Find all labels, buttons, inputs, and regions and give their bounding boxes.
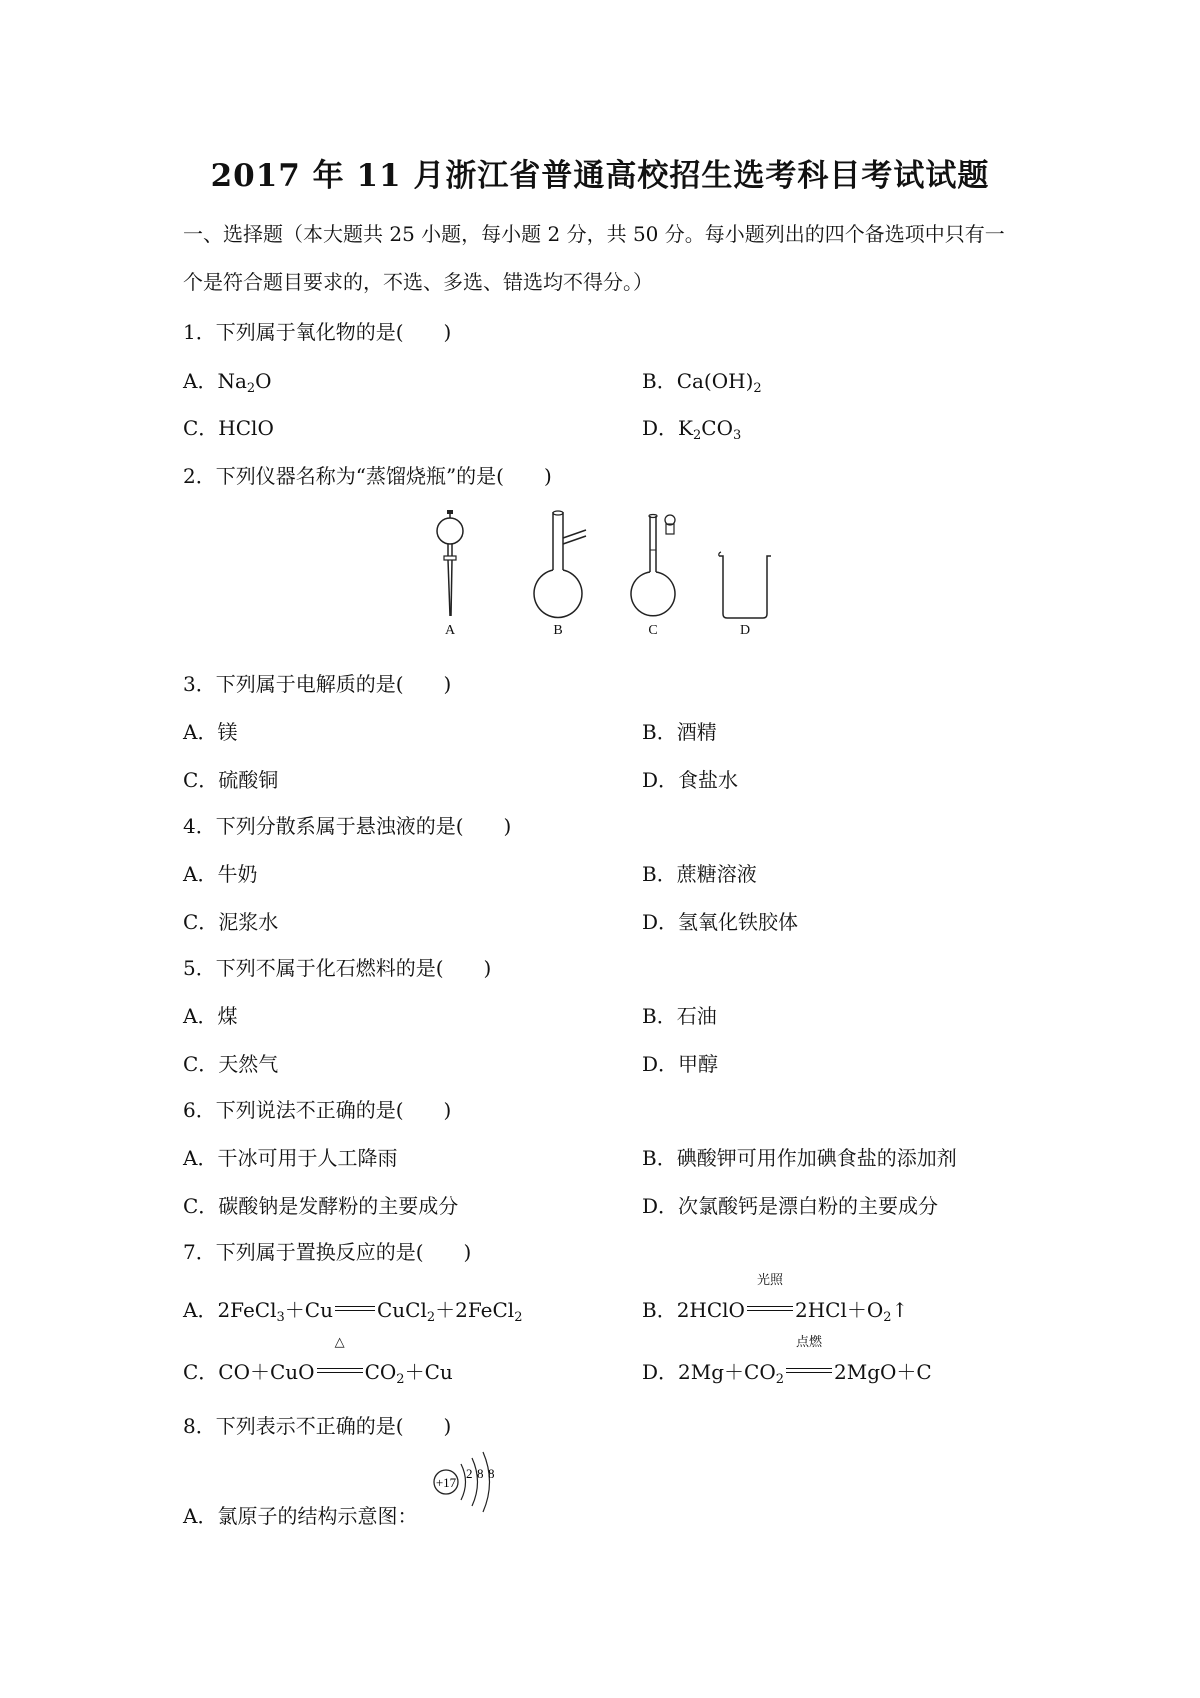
question-3-stem: 3．下列属于电解质的是( ) [183, 672, 452, 696]
beaker-drawing [715, 510, 775, 624]
q5-option-c: C．天然气 [183, 1052, 279, 1076]
q4-option-c: C．泥浆水 [183, 910, 279, 934]
apparatus-figure [0, 510, 1200, 645]
apparatus-label-c: C [648, 623, 658, 638]
chlorine-atom-structure-diagram [420, 1450, 510, 1520]
q4-option-b: B．蔗糖溶液 [642, 862, 757, 886]
q6-option-b: B．碘酸钾可用作加碘食盐的添加剂 [642, 1146, 957, 1170]
q4-option-a: A．牛奶 [183, 862, 258, 886]
section-intro-line-2: 个是符合题目要求的，不选、多选、错选均不得分。） [183, 270, 653, 294]
q5-option-a: A．煤 [183, 1004, 238, 1028]
question-8-stem: 8．下列表示不正确的是( ) [183, 1414, 452, 1438]
q7-option-a: A．2FeCl$_3$＋Cu CuCl$_2$＋2FeCl$_2$ [183, 1298, 523, 1325]
question-7-stem: 7．下列属于置换反应的是( ) [183, 1240, 472, 1264]
atom-shell-2-count: 8 [477, 1466, 484, 1481]
atom-shell-3-count: 8 [488, 1466, 495, 1481]
q5-option-d: D．甲醇 [642, 1052, 719, 1076]
q1-option-b: B．$Ca(OH)_2$ [642, 369, 762, 396]
q7-option-c: C．CO＋CuO △ $CO_2+Cu$ [183, 1335, 453, 1387]
question-1-stem: 1．下列属于氧化物的是( ) [183, 320, 452, 344]
apparatus-label-b: B [553, 623, 563, 638]
q1-option-a: A．$Na_2O$ [183, 369, 272, 396]
apparatus-label-d: D [739, 623, 751, 638]
q3-option-d: D．食盐水 [642, 768, 739, 792]
q7-c-condition: △ [334, 1335, 345, 1350]
q7-option-b: B．2HClO 光照 $2HCl+O_2↑$ [642, 1273, 909, 1325]
q7-d-condition: 点燃 [796, 1335, 823, 1350]
q8-option-a-text: A．氯原子的结构示意图： [183, 1504, 418, 1528]
q1-option-d: D．$K_2CO_3$ [642, 416, 742, 443]
q5-option-b: B．石油 [642, 1004, 717, 1028]
separatory-funnel-drawing [430, 510, 470, 624]
page-title: 2017 年 11 月浙江省普通高校招生选考科目考试试题 [210, 158, 990, 194]
q7-option-d: D．$2Mg+CO_2$ 点燃 2MgO＋C [642, 1335, 932, 1387]
question-2-stem: 2．下列仪器名称为“蒸馏烧瓶”的是( ) [183, 464, 552, 488]
q6-option-d: D．次氯酸钙是漂白粉的主要成分 [642, 1194, 939, 1218]
q1-option-c: C．HClO [183, 416, 274, 440]
section-intro-line-1: 一、选择题（本大题共 25 小题，每小题 2 分，共 50 分。每小题列出的四个备选项中只有一 [183, 222, 1005, 246]
apparatus-label-a: A [444, 623, 456, 638]
q3-option-b: B．酒精 [642, 720, 717, 744]
question-4-stem: 4．下列分散系属于悬浊液的是( ) [183, 814, 512, 838]
question-6-stem: 6．下列说法不正确的是( ) [183, 1098, 452, 1122]
atom-shell-1-count: 2 [466, 1466, 473, 1481]
q3-option-a: A．镁 [183, 720, 238, 744]
q6-option-c: C．碳酸钠是发酵粉的主要成分 [183, 1194, 459, 1218]
q7-b-condition: 光照 [756, 1273, 783, 1288]
q3-option-c: C．硫酸铜 [183, 768, 279, 792]
question-5-stem: 5．下列不属于化石燃料的是( ) [183, 956, 492, 980]
q4-option-d: D．氢氧化铁胶体 [642, 910, 799, 934]
q6-option-a: A．干冰可用于人工降雨 [183, 1146, 398, 1170]
distilling-flask-drawing [530, 510, 590, 624]
volumetric-flask-drawing [628, 510, 688, 624]
atom-nucleus-charge: +17 [435, 1475, 457, 1490]
